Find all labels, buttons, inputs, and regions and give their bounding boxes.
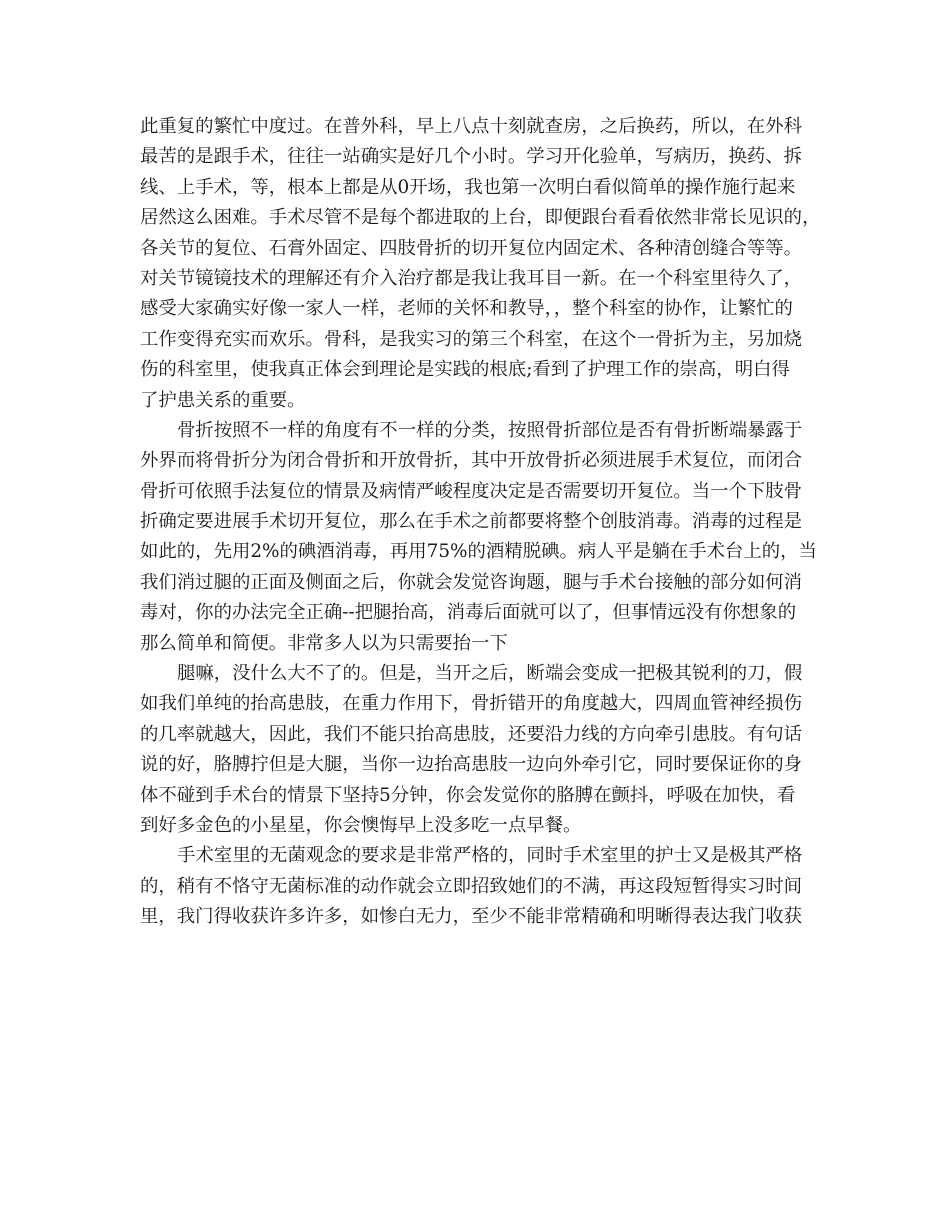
text-line: 骨折可依照手法复位的情景及病情严峻程度决定是否需要切开复位。当一个下肢骨 (140, 480, 803, 502)
text-line: 对关节镜镜技术的理解还有介入治疗都是我让我耳目一新。在一个科室里待久了， (140, 267, 803, 289)
text-line: 我们消过腿的正面及侧面之后，你就会发觉咨询题，腿与手术台接触的部分如何消 (140, 571, 803, 593)
text-line: 了护患关系的重要。 (140, 389, 306, 411)
text-line: 里，我门得收获许多许多，如惨白无力，至少不能非常精确和明晰得表达我门收获 (140, 906, 803, 928)
paragraph (140, 112, 821, 416)
text-line: 腿嘛，没什么大不了的。但是，当开之后，断端会变成一把极其锐利的刀，假 (177, 663, 803, 685)
document-body (140, 112, 821, 933)
paragraph (140, 416, 817, 659)
text-line: 到好多金色的小星星，你会懊悔早上没多吃一点早餐。 (140, 814, 582, 836)
text-line: 的，稍有不恪守无菌标准的动作就会立即招致她们的不满，再这段短暂得实习时间 (140, 875, 803, 897)
text-line: 各关节的复位、石膏外固定、四肢骨折的切开复位内固定术、各种清创缝合等等。 (140, 237, 803, 259)
text-line: 工作变得充实而欢乐。骨科，是我实习的第三个科室，在这个一骨折为主，另加烧 (140, 328, 803, 350)
text-line: 如此的，先用2%的碘酒消毒，再用75%的酒精脱碘。病人平是躺在手术台上的，当 (140, 541, 817, 563)
text-line: 体不碰到手术台的情景下坚持5分钟，你会发觉你的胳膊在颤抖，呼吸在加快，看 (140, 784, 796, 806)
text-line: 那么简单和简便。非常多人以为只需要抬一下 (140, 632, 508, 654)
text-line: 骨折按照不一样的角度有不一样的分类，按照骨折部位是否有骨折断端暴露于 (177, 419, 803, 441)
text-line: 手术室里的无菌观念的要求是非常严格的，同时手术室里的护士又是极其严格 (177, 845, 803, 867)
text-line: 外界而将骨折分为闭合骨折和开放骨折，其中开放骨折必须进展手术复位，而闭合 (140, 450, 803, 472)
text-line: 居然这么困难。手术尽管不是每个都进取的上台，即便跟台看看依然非常长见识的， (140, 207, 821, 229)
text-line: 最苦的是跟手术，往往一站确实是好几个小时。学习开化验单，写病历，换药、拆 (140, 146, 803, 168)
text-line: 折确定要进展手术切开复位，那么在手术之前都要将整个创肢消毒。消毒的过程是 (140, 511, 803, 533)
text-line: 说的好，胳膊拧但是大腿，当你一边抬高患肢一边向外牵引它，同时要保证你的身 (140, 754, 803, 776)
text-line: 如我们单纯的抬高患肢，在重力作用下，骨折错开的角度越大，四周血管神经损伤 (140, 693, 803, 715)
paragraph (140, 659, 812, 841)
paragraph (140, 841, 812, 932)
text-line: 毒对，你的办法完全正确--把腿抬高，消毒后面就可以了，但事情远没有你想象的 (140, 602, 797, 624)
text-line: 线、上手术，等，根本上都是从0开场，我也第一次明白看似简单的操作施行起来 (140, 176, 796, 198)
text-line: 感受大家确实好像一家人一样，老师的关怀和教导，，整个科室的协作，让繁忙的 (140, 298, 793, 320)
text-line: 的几率就越大，因此，我们不能只抬高患肢，还要沿力线的方向牵引患肢。有句话 (140, 723, 803, 745)
text-line: 伤的科室里，使我真正体会到理论是实践的根底;看到了护理工作的崇高，明白得 (140, 359, 790, 381)
text-line: 此重复的繁忙中度过。在普外科，早上八点十刻就查房，之后换药，所以，在外科 (140, 116, 803, 137)
